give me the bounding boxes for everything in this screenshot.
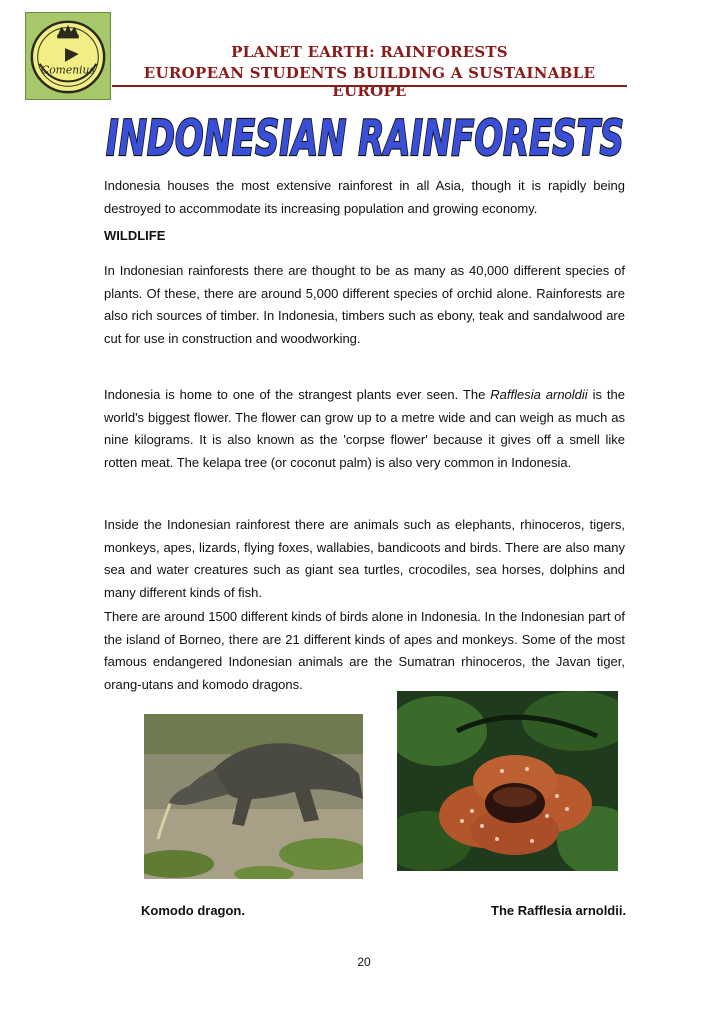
komodo-caption: Komodo dragon. — [141, 903, 245, 918]
header-line-1: PLANET EARTH: RAINFORESTS — [231, 43, 508, 61]
page-title — [103, 103, 628, 165]
rafflesia-photo — [397, 691, 618, 871]
flower-species-name: Rafflesia arnoldii — [490, 387, 588, 402]
rafflesia-image — [397, 691, 618, 871]
comenius-logo-icon — [26, 13, 110, 99]
logo-text: Comenius — [41, 63, 95, 77]
komodo-dragon-image — [144, 714, 363, 879]
birds-paragraph: There are around 1500 different kinds of birds alone in Indonesia. In the Indonesian part of the island of Borneo, there are 21 different kinds of apes and monkeys. Some of the most famous endangered Indonesian animals are the Sumatran rhinoceros, the Javan tiger, orang-utans and komodo dragons. — [104, 609, 625, 692]
komodo-dragon-photo — [144, 714, 363, 879]
comenius-logo — [25, 12, 111, 100]
page-title-text: INDONESIAN RAINFORESTS — [106, 110, 624, 165]
header-divider — [112, 85, 627, 87]
flower-paragraph — [104, 384, 625, 474]
animals-paragraph: Inside the Indonesian rainforest there are animals such as elephants, rhinoceros, tigers, monkeys, apes, lizards, flying foxes, wallabies, bandicoots and birds. There are also many sea and water creatures such as giant sea turtles, crocodiles, sea horses, dolphins and many different kinds of fish. — [104, 517, 625, 600]
flower-text-after: is the world's biggest flower. The flower can grow up to a metre wide and can weigh as much as nine kilograms. It is also known as the 'corpse flower' because it gives off a smell like rotten meat. The kelapa tree (or coconut palm) is also very common in Indonesia. — [104, 387, 625, 470]
header-line-2: EUROPEAN STUDENTS BUILDING A SUSTAINABLE EUROPE — [143, 64, 596, 100]
rafflesia-caption: The Rafflesia arnoldii. — [491, 903, 627, 918]
page-number: 20 — [357, 955, 371, 969]
flower-text-before: Indonesia is home to one of the strangest plants ever seen. The — [104, 387, 491, 402]
intro-paragraph: Indonesia houses the most extensive rainforest in all Asia, though it is rapidly being destroyed to accommodate its increasing population and growing economy. — [104, 178, 625, 216]
wildlife-heading: WILDLIFE — [104, 228, 166, 243]
plants-paragraph: In Indonesian rainforests there are thought to be as many as 40,000 different species of plants. Of these, there are around 5,000 different species of orchid alone. Rainforests are also rich sources of timber. In Indonesia, timbers such as ebony, teak and sandalwood are cut for use in construction and woodworking. — [104, 263, 625, 346]
